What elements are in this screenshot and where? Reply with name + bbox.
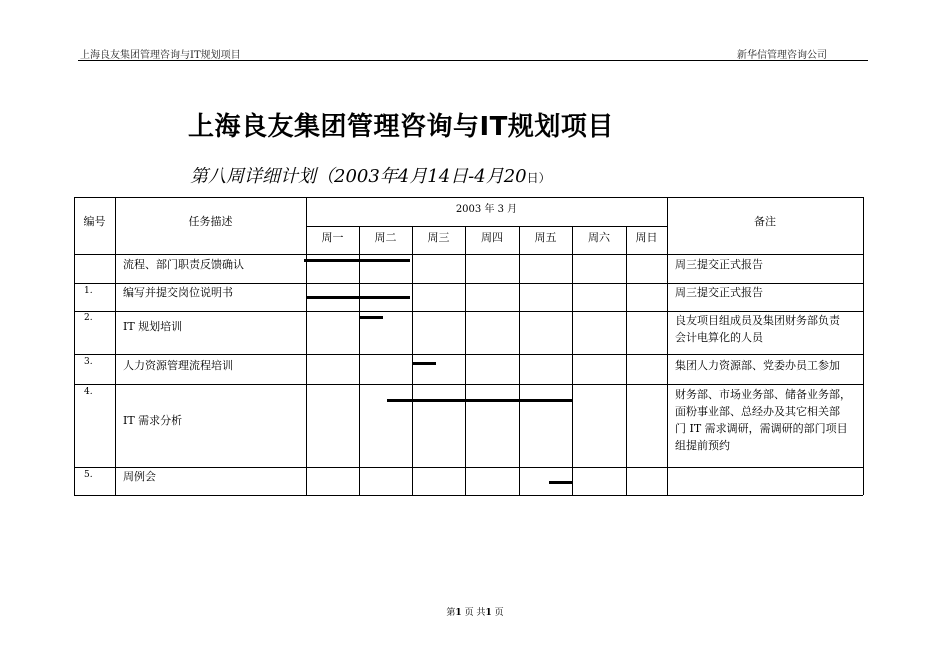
row-number: 3. [84, 357, 93, 367]
row-number: 5. [84, 470, 93, 480]
table-col-line [667, 197, 668, 495]
day-header-sun: 周日 [635, 231, 658, 244]
gantt-bar [304, 259, 410, 262]
footer-middle: 页 共 [464, 608, 486, 618]
header-company-name: 新华信管理咨询公司 [737, 50, 827, 61]
row-task: IT 需求分析 [123, 414, 183, 427]
day-header-tue: 周二 [374, 231, 397, 244]
day-header-fri: 周五 [534, 231, 557, 244]
row-number: 2. [84, 313, 93, 323]
row-note-line: 面粉事业部、总经办及其它相关部 [675, 405, 840, 418]
subtitle-tail: 日） [526, 171, 551, 185]
table-header-bottom [74, 254, 863, 255]
row-note-line: 周三提交正式报告 [675, 258, 763, 271]
row-note-line: 集团人力资源部、党委办员工参加 [675, 359, 840, 372]
header-month: 2003 年 3 月 [455, 204, 518, 215]
header-no: 编号 [83, 215, 106, 228]
table-col-line [519, 226, 520, 495]
footer-suffix: 页 [494, 608, 504, 618]
table-col-line [359, 226, 360, 495]
table-border-bottom [74, 495, 863, 496]
day-header-sat: 周六 [588, 231, 610, 244]
gantt-bar [359, 316, 383, 319]
row-note-line: 组提前预约 [675, 439, 730, 452]
subtitle-main: 第八周详细计划（2003年4月14日-4月20 [190, 166, 527, 187]
document-title: 上海良友集团管理咨询与IT规划项目 [188, 112, 614, 142]
row-note-line: 良友项目组成员及集团财务部负责 [675, 314, 840, 327]
header-project-name: 上海良友集团管理咨询与IT规划项目 [80, 50, 241, 61]
gantt-bar [549, 481, 573, 484]
footer-prefix: 第 [446, 608, 456, 618]
header-task: 任务描述 [188, 215, 233, 228]
row-note-line: 周三提交正式报告 [675, 286, 763, 299]
row-note-line: 会计电算化的人员 [675, 331, 763, 344]
row-number: 1. [84, 286, 93, 296]
day-header-thu: 周四 [481, 231, 503, 244]
footer-total-pages: 1 [485, 608, 492, 618]
table-subheader-line [306, 226, 667, 227]
page-footer [0, 605, 950, 618]
row-number: 4. [84, 387, 93, 397]
table-col-line [572, 226, 573, 495]
table-border-left [74, 197, 75, 495]
row-task: 人力资源管理流程培训 [123, 359, 233, 372]
day-header-mon: 周一 [321, 231, 344, 244]
gantt-bar [387, 399, 572, 402]
header-divider [78, 60, 868, 61]
table-row-line [74, 354, 863, 355]
row-task: 流程、部门职责反馈确认 [123, 258, 244, 271]
table-col-line [412, 226, 413, 495]
footer-page-number: 1 [455, 608, 462, 618]
table-row-line [74, 384, 863, 385]
gantt-bar [412, 362, 436, 365]
row-note-line: 财务部、市场业务部、储备业务部， [675, 388, 851, 401]
table-border-top [74, 197, 863, 198]
row-task: 周例会 [123, 470, 156, 483]
table-col-line [626, 226, 627, 495]
header-notes: 备注 [754, 215, 776, 228]
row-note-line: 门 IT 需求调研，需调研的部门项目 [675, 422, 848, 435]
gantt-bar [306, 296, 410, 299]
row-task: 编写并提交岗位说明书 [123, 286, 233, 299]
table-border-right [863, 197, 864, 495]
table-col-line [115, 197, 116, 495]
day-header-wed: 周三 [427, 231, 450, 244]
document-subtitle [190, 162, 551, 188]
table-col-line [465, 226, 466, 495]
row-task: IT 规划培训 [123, 320, 183, 333]
